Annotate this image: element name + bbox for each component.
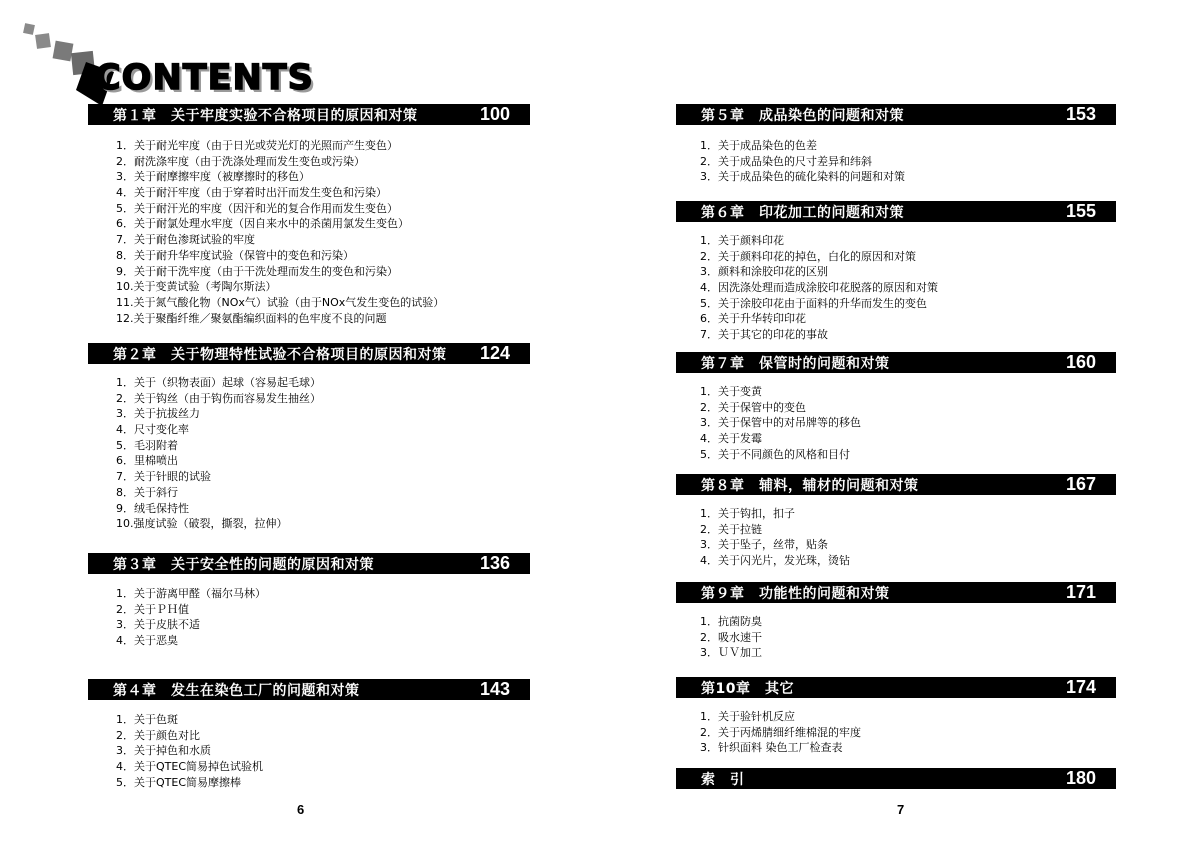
list-item: 1．关于颜料印花 bbox=[700, 234, 784, 247]
list-item: 3．关于耐摩擦牢度（被摩擦时的移色） bbox=[116, 170, 310, 184]
chapter-page-number: 100 bbox=[479, 104, 510, 124]
list-item: 6．里棉喷出 bbox=[116, 454, 178, 468]
chapter-page-number: 124 bbox=[479, 343, 510, 363]
list-item: 3．关于皮肤不适 bbox=[116, 618, 200, 632]
list-item: 8．关于耐升华牢度试验（保管中的变色和污染） bbox=[116, 248, 354, 262]
chapter-5-items bbox=[700, 138, 905, 185]
list-item: 5．关于涂胶印花由于面料的升华而发生的变色 bbox=[700, 296, 927, 310]
list-item: 1．关于（织物表面）起球（容易起毛球） bbox=[116, 376, 321, 389]
list-item: 2．关于ＰＨ值 bbox=[116, 602, 189, 616]
chapter-3-items bbox=[116, 586, 266, 649]
chapter-2-header[interactable] bbox=[88, 343, 530, 364]
chapter-title: 第２章 关于物理特性试验不合格项目的原因和对策 bbox=[113, 346, 447, 363]
chapter-title: 第６章 印花加工的问题和对策 bbox=[701, 204, 904, 221]
chapter-10-items bbox=[700, 709, 861, 756]
list-item: 4．关于恶臭 bbox=[116, 634, 178, 648]
chapter-9-items bbox=[700, 614, 762, 661]
chapter-page-number: 180 bbox=[1065, 768, 1096, 788]
list-item: 5．毛羽附着 bbox=[116, 438, 178, 452]
list-item: 1．关于耐光牢度（由于日光或荧光灯的光照而产生变色） bbox=[116, 139, 398, 152]
list-item: 4．关于闪光片，发光珠，烫钻 bbox=[700, 554, 850, 568]
list-item: 3．关于坠子，丝带，贴条 bbox=[700, 538, 828, 552]
chapter-title: 第10章 其它 bbox=[701, 680, 794, 697]
index-header[interactable] bbox=[676, 768, 1116, 789]
list-item: 5．关于耐汗光的牢度（因汗和光的复合作用而发生变色） bbox=[116, 201, 398, 215]
list-item: 6．关于耐氯处理水牢度（因自来水中的杀菌用氯发生变色） bbox=[116, 217, 409, 231]
chapter-title: 第３章 关于安全性的问题的原因和对策 bbox=[113, 556, 374, 573]
list-item: 1．关于验针机反应 bbox=[700, 710, 795, 723]
list-item: 9．绒毛保持性 bbox=[116, 501, 189, 515]
list-item: 5．关于不同颜色的风格和目付 bbox=[700, 447, 850, 461]
list-item: 2．关于成品染色的尺寸差异和纬斜 bbox=[700, 154, 872, 168]
list-item: 8．关于斜行 bbox=[116, 485, 178, 499]
chapter-page-number: 160 bbox=[1065, 352, 1096, 372]
chapter-page-number: 171 bbox=[1065, 582, 1096, 602]
list-item: 7．关于其它的印花的事故 bbox=[700, 328, 828, 342]
list-item: 6．关于升华转印印花 bbox=[700, 312, 806, 326]
list-item: 5．关于QTEC简易摩擦棒 bbox=[116, 775, 242, 789]
page-number-right: 7 bbox=[897, 802, 905, 817]
chapter-page-number: 153 bbox=[1065, 104, 1096, 124]
chapter-10-header[interactable] bbox=[676, 677, 1116, 698]
list-item: 12.关于聚酯纤维／聚氨酯编织面料的色牢度不良的问题 bbox=[116, 311, 387, 325]
chapter-title: 第１章 关于牢度实验不合格项目的原因和对策 bbox=[113, 107, 418, 124]
list-item: 2．吸水速干 bbox=[700, 630, 762, 644]
list-item: 4．因洗涤处理而造成涂胶印花脱落的原因和对策 bbox=[700, 281, 938, 295]
list-item: 4．关于耐汗牢度（由于穿着时出汗而发生变色和污染） bbox=[116, 186, 387, 200]
list-item: 2．关于保管中的变色 bbox=[700, 400, 806, 414]
list-item: 1．关于钩扣，扣子 bbox=[700, 507, 795, 520]
list-item: 1．关于变黄 bbox=[700, 385, 762, 398]
list-item: 4．关于发霉 bbox=[700, 432, 762, 446]
chapter-4-items bbox=[116, 712, 263, 790]
list-item: 1．抗菌防臭 bbox=[700, 615, 762, 628]
chapter-title: 第５章 成品染色的问题和对策 bbox=[701, 107, 904, 124]
list-item: 3．关于成品染色的硫化染料的问题和对策 bbox=[700, 170, 905, 184]
list-item: 2．关于颜色对比 bbox=[116, 728, 200, 742]
chapter-8-items bbox=[700, 506, 850, 569]
chapter-2-items bbox=[116, 375, 321, 532]
list-item: 1．关于游离甲醛（福尔马林） bbox=[116, 587, 266, 600]
list-item: 10.关于变黄试验（考陶尔斯法） bbox=[116, 280, 277, 294]
chapter-3-header[interactable] bbox=[88, 553, 530, 574]
list-item: 2．关于颜料印花的掉色，白化的原因和对策 bbox=[700, 249, 916, 263]
chapter-6-items bbox=[700, 233, 938, 343]
chapter-title: 第８章 辅料，辅材的问题和对策 bbox=[701, 477, 919, 494]
chapter-4-header[interactable] bbox=[88, 679, 530, 700]
chapter-9-header[interactable] bbox=[676, 582, 1116, 603]
chapter-page-number: 155 bbox=[1065, 201, 1096, 221]
chapter-page-number: 136 bbox=[479, 553, 510, 573]
list-item: 4．尺寸变化率 bbox=[116, 423, 189, 437]
list-item: 2．关于钩丝（由于钩伤而容易发生抽丝） bbox=[116, 391, 321, 405]
list-item: 10.强度试验（破裂，撕裂，拉伸） bbox=[116, 517, 288, 531]
list-item: 3．关于保管中的对吊牌等的移色 bbox=[700, 416, 861, 430]
contents-heading: CONTENTS bbox=[95, 58, 314, 98]
list-item: 3．关于抗拔丝力 bbox=[116, 407, 200, 421]
list-item: 2．关于丙烯腈细纤维棉混的牢度 bbox=[700, 725, 861, 739]
chapter-7-items bbox=[700, 384, 861, 462]
chapter-page-number: 143 bbox=[479, 679, 510, 699]
page-number-left: 6 bbox=[297, 802, 305, 817]
chapter-7-header[interactable] bbox=[676, 352, 1116, 373]
list-item: 3．关于掉色和水质 bbox=[116, 744, 211, 758]
chapter-title: 第４章 发生在染色工厂的问题和对策 bbox=[113, 682, 360, 699]
list-item: 1．关于成品染色的色差 bbox=[700, 139, 817, 152]
list-item: 7．关于针眼的试验 bbox=[116, 470, 211, 484]
chapter-title: 第７章 保管时的问题和对策 bbox=[701, 355, 890, 372]
chapter-8-header[interactable] bbox=[676, 474, 1116, 495]
list-item: 2．关于拉链 bbox=[700, 522, 762, 536]
list-item: 3．ＵＶ加工 bbox=[700, 646, 762, 660]
list-item: 11.关于氮气酸化物（NOx气）试验（由于NOx气发生变色的试验） bbox=[116, 295, 445, 309]
chapter-1-header[interactable] bbox=[88, 104, 530, 125]
chapter-page-number: 167 bbox=[1065, 474, 1096, 494]
chapter-5-header[interactable] bbox=[676, 104, 1116, 125]
list-item: 1．关于色斑 bbox=[116, 713, 178, 726]
list-item: 4．关于QTEC简易掉色试验机 bbox=[116, 760, 264, 774]
list-item: 3．针织面料 染色工厂检查表 bbox=[700, 741, 843, 755]
list-item: 9．关于耐干洗牢度（由于干洗处理而发生的变色和污染） bbox=[116, 264, 398, 278]
chapter-6-header[interactable] bbox=[676, 201, 1116, 222]
chapter-1-items bbox=[116, 138, 444, 326]
list-item: 3．颜料和涂胶印花的区别 bbox=[700, 265, 828, 279]
list-item: 2．耐洗涤牢度（由于洗涤处理而发生变色或污染） bbox=[116, 154, 365, 168]
chapter-page-number: 174 bbox=[1065, 677, 1096, 697]
chapter-title: 索 引 bbox=[701, 771, 745, 788]
list-item: 7．关于耐色渗斑试验的牢度 bbox=[116, 233, 255, 247]
chapter-title: 第９章 功能性的问题和对策 bbox=[701, 585, 890, 602]
